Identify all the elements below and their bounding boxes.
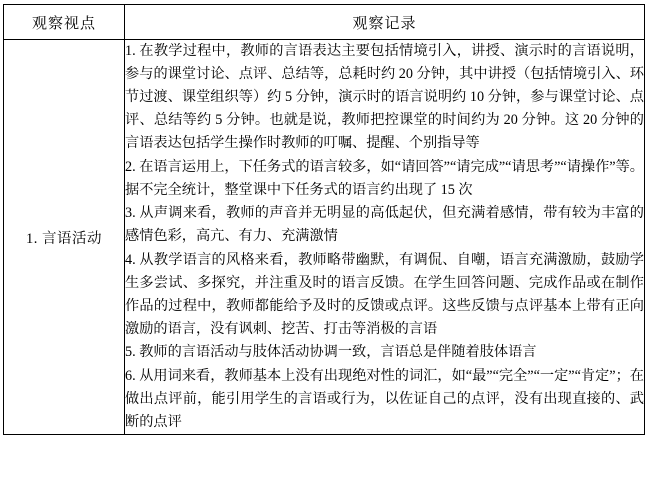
record-item: 6. 从用词来看，教师基本上没有出现绝对性的词汇，如“最”“完全”“一定”“肯定”；在做出点评前，能引用学生的言语或行为，以佐证自己的点评，没有出现直接的、武断的点评 xyxy=(125,367,644,430)
record-item: 1. 在教学过程中，教师的言语表达主要包括情境引入，讲授、演示时的言语说明，参与的课堂讨论、点评、总结等，总耗时约 20 分钟，其中讲授（包括情境引入、环节过渡、课堂组织等）约 5 分钟，演示时的语言说明约 10 分钟，参与课堂讨论、点评、总结等约 5 分钟。也就是说，教师把控课堂的时间约为 20 分钟。这 20 分钟的言语表达包括学生操作时教师的叮嘱、提醒、个别指导等 xyxy=(125,43,644,151)
table-header xyxy=(4,5,645,40)
column-header-viewpoint: 观察视点 xyxy=(4,5,125,40)
record-item: 3. 从声调来看，教师的声音并无明显的高低起伏，但充满着感情，带有较为丰富的感情色彩，高亢、有力、充满激情 xyxy=(125,205,644,244)
record-list xyxy=(125,40,644,434)
cell-viewpoint xyxy=(4,40,125,435)
record-item: 2. 在语言运用上，下任务式的语言较多，如“请回答”“请完成”“请思考”“请操作”等。据不完全统计，整堂课中下任务式的语言约出现了 15 次 xyxy=(125,158,644,198)
table-row xyxy=(4,40,645,435)
cell-record xyxy=(125,40,645,435)
record-item: 5. 教师的言语活动与肢体活动协调一致，言语总是伴随着肢体语言 xyxy=(125,344,537,360)
table-body xyxy=(4,40,645,435)
record-item: 4. 从教学语言的风格来看，教师略带幽默，有调侃、自嘲，语言充满激励，鼓励学生多尝试、多探究，并注重及时的语言反馈。在学生回答问题、完成作品或在制作作品的过程中，教师都能给予及时的反馈或点评。这些反馈与点评基本上带有正向激励的语言，没有讽刺、挖苦、打击等消极的言语 xyxy=(125,251,644,337)
document-page xyxy=(0,4,646,488)
table-header-row xyxy=(4,5,645,40)
viewpoint-label: 1. 言语活动 xyxy=(26,230,102,247)
column-header-record: 观察记录 xyxy=(125,5,645,40)
observation-table xyxy=(3,4,645,435)
